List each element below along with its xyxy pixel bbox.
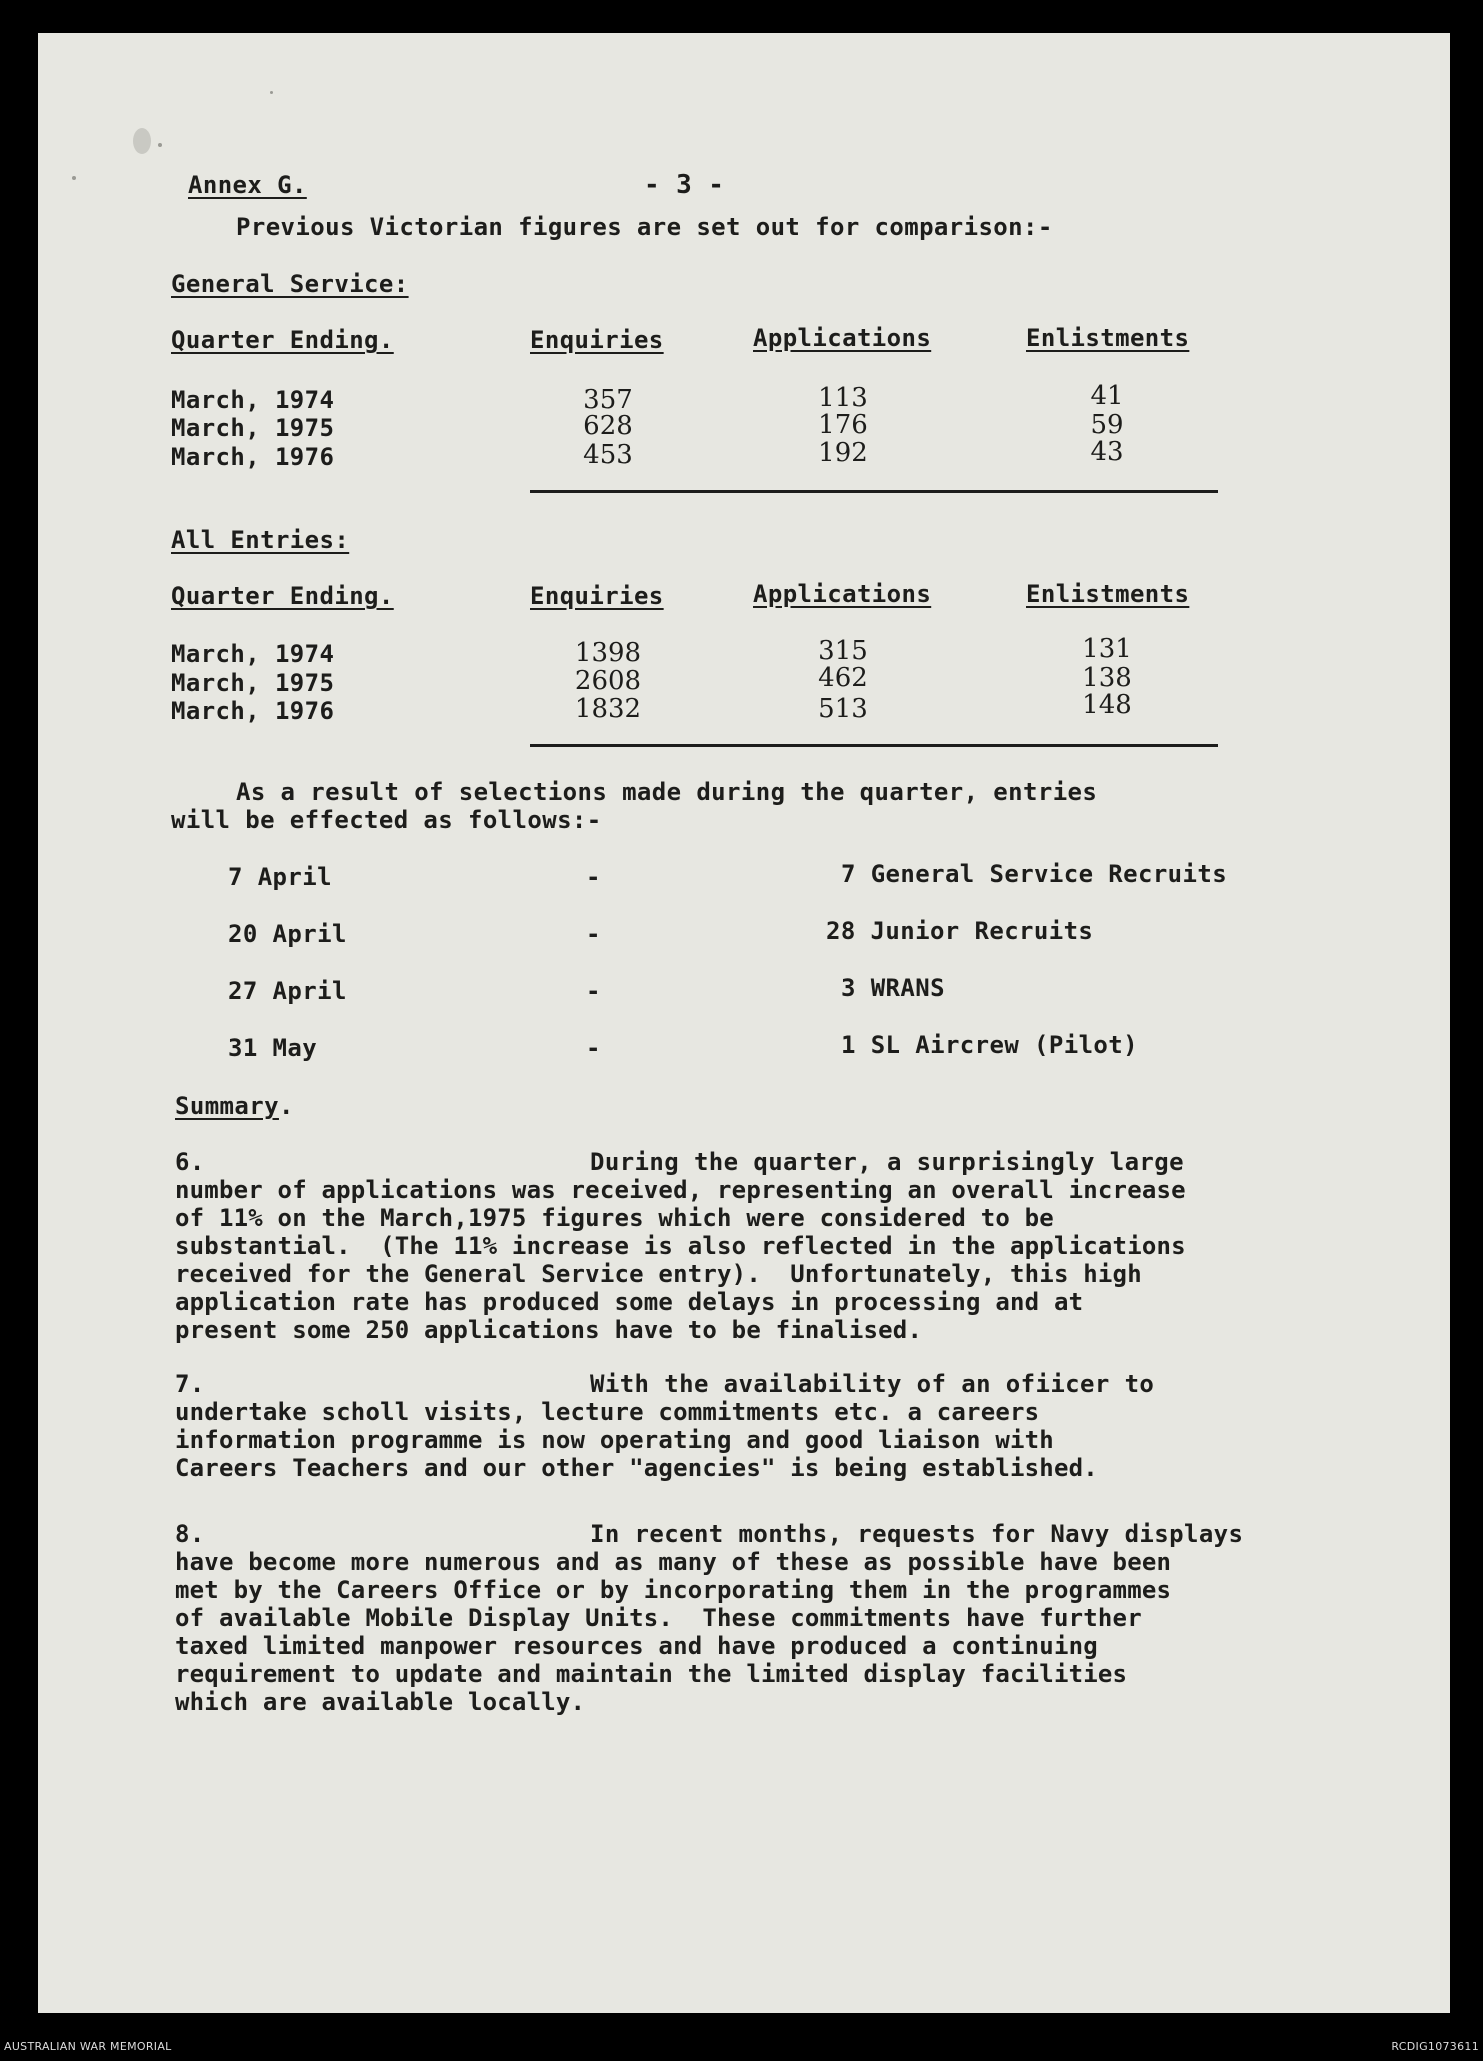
paragraph-line: met by the Careers Office or by incorporating them in the programmes [175, 1576, 1172, 1604]
paragraph-number: 6. [175, 1148, 205, 1176]
paragraph-line: number of applications was received, representing an overall increase [175, 1176, 1186, 1204]
paragraph-line: application rate has produced some delays in processing and at [175, 1288, 1084, 1316]
paragraph-line: present some 250 applications have to be finalised. [175, 1316, 923, 1344]
paragraph-line: taxed limited manpower resources and have produced a continuing [175, 1632, 1098, 1660]
summary-title: Summary [175, 1092, 279, 1120]
enquiries-cell: 1398 [574, 638, 642, 668]
entry-detail: 28 Junior Recruits [826, 917, 1094, 945]
footer-archive-label: AUSTRALIAN WAR MEMORIAL [4, 2040, 172, 2053]
enquiries-cell: 357 [583, 385, 633, 415]
enlistments-cell: 138 [1082, 663, 1132, 693]
applications-cell: 462 [818, 663, 868, 693]
quarter-cell: March, 1974 [171, 640, 335, 668]
enlistments-cell: 131 [1082, 634, 1132, 664]
table-total-rule [530, 744, 1218, 747]
entry-detail: 7 General Service Recruits [841, 860, 1228, 888]
paper-speck [158, 143, 162, 147]
selections-intro-line: will be effected as follows:- [171, 806, 602, 834]
paragraph-first-line: During the quarter, a surprisingly large [590, 1148, 1184, 1176]
paragraph-line: received for the General Service entry). Unfortunately, this high [175, 1260, 1142, 1288]
enlistments-cell: 148 [1082, 690, 1132, 720]
entry-detail: 1 SL Aircrew (Pilot) [841, 1031, 1138, 1059]
paper-speck [270, 91, 273, 94]
quarter-cell: March, 1976 [171, 443, 335, 471]
quarter-cell: March, 1975 [171, 669, 335, 697]
paper-blemish [133, 128, 151, 154]
column-header-applications: Applications [753, 324, 932, 352]
document-page [38, 33, 1450, 2013]
column-header-applications: Applications [753, 580, 932, 608]
enlistments-cell: 59 [1090, 410, 1124, 440]
applications-cell: 315 [818, 636, 868, 666]
page-number: - 3 - [644, 170, 725, 200]
summary-heading [175, 1092, 294, 1120]
paper-speck [72, 176, 76, 180]
entry-date: 31 May [228, 1034, 318, 1062]
footer-record-id: RCDIG1073611 [1391, 2040, 1479, 2053]
paragraph-number: 7. [175, 1370, 205, 1398]
paragraph-line: Careers Teachers and our other "agencies" is being established. [175, 1454, 1098, 1482]
quarter-cell: March, 1975 [171, 414, 335, 442]
column-header-enlistments: Enlistments [1026, 580, 1190, 608]
entry-dash: - [586, 1034, 601, 1062]
enquiries-cell: 628 [583, 411, 633, 441]
paragraph-line: information programme is now operating and good liaison with [175, 1426, 1054, 1454]
enquiries-cell: 1832 [574, 694, 642, 724]
applications-cell: 513 [818, 694, 868, 724]
section-title: General Service: [171, 270, 409, 298]
entry-dash: - [586, 920, 601, 948]
section-title: All Entries: [171, 526, 350, 554]
column-header-quarter: Quarter Ending. [171, 582, 394, 610]
paragraph-line: have become more numerous and as many of these as possible have been [175, 1548, 1172, 1576]
paragraph-body [175, 1548, 1375, 1716]
entry-date: 27 April [228, 977, 347, 1005]
summary-title-suffix: . [278, 1092, 294, 1120]
paragraph-first-line: In recent months, requests for Navy displays [590, 1520, 1244, 1548]
column-header-quarter: Quarter Ending. [171, 326, 394, 354]
intro-text: Previous Victorian figures are set out for comparison:- [236, 213, 1053, 241]
entry-dash: - [586, 977, 601, 1005]
applications-cell: 192 [818, 438, 868, 468]
table-total-rule [530, 490, 1218, 493]
paragraph-line: requirement to update and maintain the limited display facilities [175, 1660, 1128, 1688]
enlistments-cell: 41 [1090, 381, 1124, 411]
selections-intro-line: As a result of selections made during the quarter, entries [236, 778, 1098, 806]
applications-cell: 113 [818, 383, 868, 413]
applications-cell: 176 [818, 410, 868, 440]
entry-dash: - [586, 863, 601, 891]
paragraph-number: 8. [175, 1520, 205, 1548]
entry-date: 7 April [228, 863, 332, 891]
quarter-cell: March, 1976 [171, 697, 335, 725]
paragraph-body [175, 1176, 1375, 1344]
column-header-enquiries: Enquiries [530, 326, 664, 354]
enlistments-cell: 43 [1090, 437, 1124, 467]
column-header-enlistments: Enlistments [1026, 324, 1190, 352]
annex-label: Annex G. [188, 171, 307, 199]
paragraph-body [175, 1398, 1375, 1482]
paragraph-line: substantial. (The 11% increase is also reflected in the applications [175, 1232, 1186, 1260]
entry-detail: 3 WRANS [841, 974, 945, 1002]
column-header-enquiries: Enquiries [530, 582, 664, 610]
paragraph-line: undertake scholl visits, lecture commitments etc. a careers [175, 1398, 1040, 1426]
enquiries-cell: 453 [583, 440, 633, 470]
entry-date: 20 April [228, 920, 347, 948]
enquiries-cell: 2608 [574, 666, 642, 696]
paragraph-line: of available Mobile Display Units. These commitments have further [175, 1604, 1142, 1632]
paragraph-line: of 11% on the March,1975 figures which were considered to be [175, 1204, 1054, 1232]
paragraph-first-line: With the availability of an ofiicer to [590, 1370, 1155, 1398]
quarter-cell: March, 1974 [171, 386, 335, 414]
paragraph-line: which are available locally. [175, 1688, 586, 1716]
